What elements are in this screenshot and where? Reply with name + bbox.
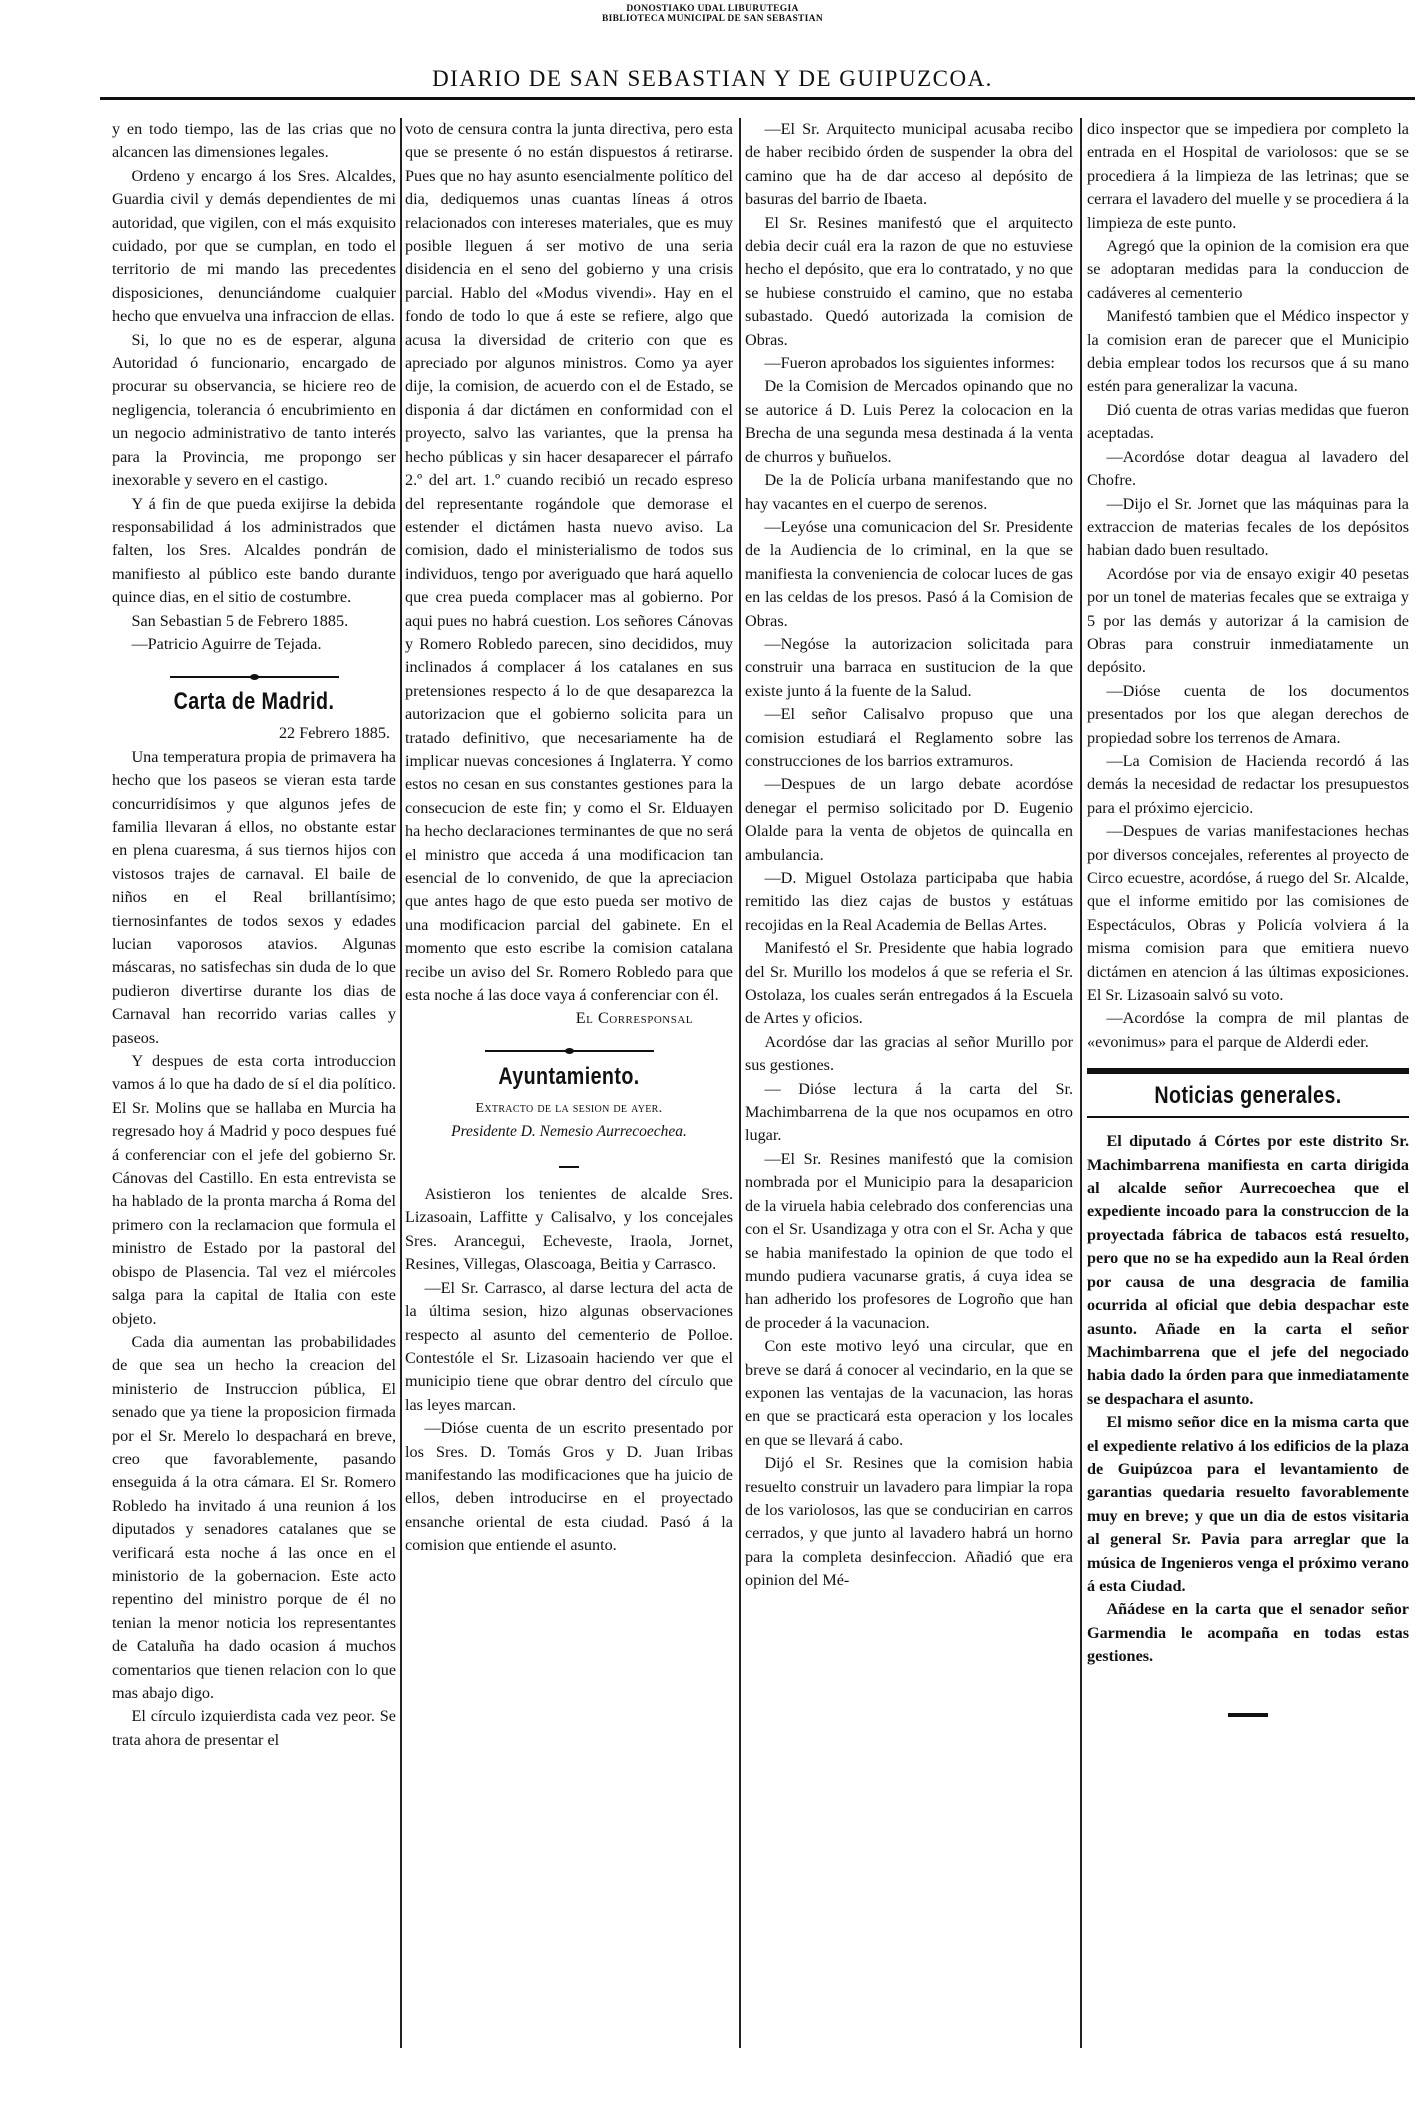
section-title-carta-de-madrid: Carta de Madrid. — [173, 688, 335, 716]
paragraph: —Acordóse la compra de mil plantas de «evonimus» para el parque de Alderdi eder. — [1087, 1009, 1409, 1051]
correspondent-signature: El Corresponsal — [575, 1009, 693, 1028]
library-name-basque: DONOSTIAKO UDAL LIBURUTEGIA — [626, 4, 799, 14]
section-title-noticias-generales: Noticias generales. — [1154, 1082, 1342, 1110]
paragraph: —La Comision de Hacienda recordó á las demás la necesidad de redactar los presupuestos para el próximo ejercicio. — [1087, 751, 1409, 817]
paragraph: —El Sr. Carrasco, al darse lectura del acta de la última sesion, hizo algunas observaciones respecto al asunto del cementerio de Polloe. Contestóle el Sr. Lizasoain haciendo ver que el municipio tiene que obrar dentro del círculo que las leyes marcan. — [405, 1278, 733, 1414]
paragraph: —El Sr. Arquitecto municipal acusaba recibo de haber recibido órden de suspender la obra del camino que ha de dar acceso al depósito de basuras del barrio de Ibaeta. — [745, 120, 1073, 209]
section-rule-thick — [1087, 1068, 1409, 1074]
section-subtitle: Extracto de la sesion de ayer. — [475, 1100, 663, 1116]
column-4 — [1087, 118, 1409, 1724]
column-2 — [405, 118, 733, 1558]
paragraph: —D. Miguel Ostolaza participaba que habia remitido las diez cajas de bustos y estátuas recojidas en la Real Academia de Bellas Artes. — [745, 869, 1073, 934]
paragraph: Manifestó el Sr. Presidente que habia logrado del Sr. Murillo los modelos á que se referia el Sr. Ostolaza, los cuales serán entregados á la Escuela de Artes y oficios. — [745, 939, 1073, 1028]
paragraph: Dió cuenta de otras varias medidas que fueron aceptadas. — [1087, 400, 1409, 443]
masthead-rule — [100, 97, 1415, 100]
bando-signature: —Patricio Aguirre de Tejada. — [131, 634, 322, 653]
paragraph: voto de censura contra la junta directiva, pero esta que se presente ó no están dispuestos á retirarse. Pues que no hay asunto esencialmente político del dia, dediquemos unas cuantas líneas á otros relacionados con intereses materiales, que es muy posible lleguen á ser motivo de una seria disidencia en el seno del gobierno y una crisis parcial. Hablo del «Modus vivendi». Hay en el fondo de todo lo que á este se refiere, algo que acusa la diversidad de criterio con que es apreciado por algunos ministros. Como ya ayer dije, la comision, de acuerdo con el de Estado, se disponia á dar dictámen en conformidad con el proyecto, salvo las variantes, que la prensa ha hecho públicas y sin hacer desaparecer el párrafo 2.º del art. 1.º cuando recibió un recado espreso del representante rogándole que demorase el estender el dictámen hasta nuevo aviso. La comision, dado el ministerialismo de todos sus individuos, tengo por averiguado que hará aquello que crea pueda complacer mas al gobierno. Por aqui pues no habrá cuestion. Los señores Cánovas y Romero Robledo parecen, sino decididos, muy inclinados á complacer á los catalanes en sus pretensiones respecto á lo de que desaparezca la autorizacion que el gobierno solicita para un tratado definitivo, que necesariamente ha de implicar nuevas concesiones á Inglaterra. Y como estos no cesan en sus constantes gestiones para la consecucion de este fin; y como el Sr. Elduayen ha hecho declaraciones terminantes de que no será el ministro que acceda á una modificacion tan esencial de lo convenido, de que la apreciacion que antes hago de que esto pueda ser motivo de una modificacion parcial del gabinete. En el momento que esto escribe la comision catalana recibe un aviso del Sr. Romero Robledo para que esta noche á las doce vaya á conferenciar con él. — [405, 120, 733, 1005]
paragraph: —Dióse cuenta de los documentos presentados por los que alegan derechos de propiedad sobre los terrenos de Amara. — [1087, 681, 1409, 747]
paragraph: Acordóse por via de ensayo exigir 40 pesetas por un tonel de materias fecales que se extraiga y 5 por las demás y autorizar á la camision de Obras para construir inmediatamente un depósito. — [1087, 564, 1409, 677]
paragraph: —Negóse la autorizacion solicitada para construir una barraca en sustitucion de la que existe junto á la fuente de la Salud. — [745, 634, 1073, 700]
paragraph: —Dijo el Sr. Jornet que las máquinas para la extraccion de materias fecales de los depósitos habian dado buen resultado. — [1087, 494, 1409, 560]
paragraph: El círculo izquierdista cada vez peor. Se trata ahora de presentar el — [112, 1707, 396, 1749]
paragraph: —Fueron aprobados los siguientes informes: — [764, 354, 1055, 373]
column-divider — [1080, 118, 1082, 2048]
paragraph: El mismo señor dice en la misma carta que el expediente relativo á los edificios de la plaza de Guipúzcoa para el levantamiento de garantias quedaria resuelto favorablemente muy en breve; y que un dia de estos visitaria al general Sr. Pavia para arreglar que la música de Ingenieros venga el próximo verano á esta Ciudad. — [1087, 1413, 1409, 1595]
paragraph: Una temperatura propia de primavera ha hecho que los paseos se vieran esta tarde concurridísimos y que algunos jefes de familia llevaran á ellos, no obstante estar en plena cuaresma, á sus tiernos hijos con vistosos trajes de carnaval. El baile de niños en el Real brillantísimo; tiernosinfantes de todos sexos y edades lucian vaporosos atavios. Algunas máscaras, no satisfechas sin duda de lo que pudieron divertirse durante los dias de Carnaval han recorrido varias calles y paseos. — [112, 747, 396, 1047]
paragraph: —Dióse cuenta de un escrito presentado por los Sres. D. Tomás Gros y D. Juan Iribas manifestando las modificaciones que ha juicio de ellos, deben introducirse en el proyectado ensanche oriental de esta ciudad. Pasó á la comision que entiende el asunto. — [405, 1419, 733, 1555]
end-divider — [1087, 1701, 1409, 1724]
paragraph: Añádese en la carta que el senador señor Garmendia le acompaña en todas estas gestiones. — [1087, 1600, 1409, 1666]
paragraph: Cada dia aumentan las probabilidades de que sea un hecho la creacion del ministerio de Instruccion pública, El senado que ya tiene la proposicion firmada por el Sr. Merelo lo despachará en breve, creo que favorablemente, pasando enseguida á la otra cámara. El Sr. Romero Robledo ha invitado á una reunion á los diputados y senadores catalanes que se verificará esta noche á las once en el ministorio de la gobernacion. Este acto repentino del ministro porque de él no tenian la menor noticia los representantes de Cataluña ha dado ocasion á muchos comentarios que tienen relacion con lo que mas abajo digo. — [112, 1332, 396, 1702]
paragraph: Si, lo que no es de esperar, alguna Autoridad ó funcionario, encargado de procurar su observancia, se hiciere reo de negligencia, tolerancia ó encubrimiento en un negocio administrativo de tanto interés para la Provincia, me propongo ser inexorable y severo en el castigo. — [112, 330, 396, 490]
column-divider — [739, 118, 741, 2048]
paragraph: dico inspector que se impediera por completo la entrada en el Hospital de variolosos: que se se procediera á la limpieza de las letrinas; que se cerrara el lavadero del muelle y se procediera á la limpieza de este punto. — [1087, 120, 1409, 232]
paragraph: Agregó que la opinion de la comision era que se adoptaran medidas para la conduccion de cadáveres al cementerio — [1087, 237, 1409, 302]
paragraph: —El señor Calisalvo propuso que una comision estudiará el Reglamento sobre las construcciones de los barrios extramuros. — [745, 705, 1073, 770]
paragraph: —Acordóse dotar deagua al lavadero del Chofre. — [1087, 447, 1409, 490]
ornament-divider — [112, 664, 396, 678]
column-1 — [112, 118, 396, 1752]
paragraph: El diputado á Córtes por este distrito Sr. Machimbarrena manifiesta en carta dirigida al alcalde señor Aurrecoechea que el expediente incoado para la construccion de la proyectada fábrica de tabacos está resuelto, pero que no se ha expedido aun la Real órden por causa de una desgracia de familia ocurrida al oficial que debia despachar este asunto. Añade en la carta el señor Machimbarrena que el jefe del negociado habia dado la órden para que inmediatamente se despachara el asunto. — [1087, 1132, 1409, 1408]
column-3 — [745, 118, 1073, 1593]
paragraph: De la Comision de Mercados opinando que no se autorice á D. Luis Perez la colocacion en la Brecha de una segunda mesa destinada á la venta de churros y buñuelos. — [745, 377, 1073, 466]
paragraph: —El Sr. Resines manifestó que la comision nombrada por el Municipio para la desaparicion de la viruela habia celebrado dos conferencias una con el Sr. Usandizaga y otra con el Sr. Acha y que se habia manifestado la opinion de que todo el mundo pudiera vacunarse gratis, á cuya idea se han adherido los profesores de Logroño que han de proceder á la vacunacion. — [745, 1149, 1073, 1332]
paragraph: Manifestó tambien que el Médico inspector y la comision eran de parecer que el Municipio debia emplear todos los recursos que á su mano estén para generalizar la vacuna. — [1087, 307, 1409, 396]
library-name-spanish: BIBLIOTECA MUNICIPAL DE SAN SEBASTIAN — [601, 14, 824, 24]
paragraph: Con este motivo leyó una circular, que en breve se dará á conocer al vecindario, en la que se exponen las ventajas de la vacunacion, las horas en que se practicará esta operacion y los locales en que se llevará á cabo. — [745, 1337, 1073, 1449]
ornament-divider — [405, 1039, 733, 1053]
short-divider — [405, 1152, 733, 1175]
paragraph: —Despues de varias manifestaciones hechas por diversos concejales, referentes al proyecto de Circo ecuestre, acordóse, á ruego del Sr. Alcalde, que el informe emitido por las comisiones de Espectáculos, Obras y Policía volviera á la misma comision para que emitiera nuevo dictámen en atencion á las últimas exposiciones. El Sr. Lizasoain salvó su voto. — [1087, 822, 1409, 1005]
session-president: Presidente D. Nemesio Aurrecoechea. — [451, 1123, 687, 1141]
newspaper-masthead: DIARIO DE SAN SEBASTIAN Y DE GUIPUZCOA. — [432, 66, 993, 91]
paragraph: —Leyóse una comunicacion del Sr. Presidente de la Audiencia de lo criminal, en la que se manifiesta la conveniencia de colocar luces de gas en las celdas de los presos. Pasó á la Comision de Obras. — [745, 517, 1073, 630]
paragraph: —Despues de un largo debate acordóse denegar el permiso solicitado por D. Eugenio Olalde para la venta de objetos de quincalla en ambulancia. — [745, 775, 1073, 864]
paragraph: De la de Policía urbana manifestando que no hay vacantes en el cuerpo de serenos. — [745, 471, 1073, 513]
paragraph: Asistieron los tenientes de alcalde Sres. Lizasoain, Laffitte y Calisalvo, y los concejales Sres. Arancegui, Echeveste, Iraola, Jornet, Resines, Villegas, Olascoaga, Beitia y Carrasco. — [405, 1185, 733, 1274]
paragraph: y en todo tiempo, las de las crias que no alcancen las dimensiones legales. — [112, 120, 396, 162]
bando-date: San Sebastian 5 de Febrero 1885. — [131, 611, 349, 630]
paragraph: — Dióse lectura á la carta del Sr. Machimbarrena de la que nos ocupamos en otro lugar. — [745, 1079, 1073, 1145]
paragraph: Ordeno y encargo á los Sres. Alcaldes, Guardia civil y demás dependientes de mi autoridad, que vigilen, con el más exquisito cuidado, por que se cumplan, en todo el territorio de mi mando las precedentes disposiciones, denunciándome cualquier hecho que envuelva una infraccion de ellas. — [112, 166, 396, 326]
library-stamp — [0, 4, 1425, 24]
paragraph: Dijó el Sr. Resines que la comision habia resuelto construir un lavadero para limpiar la ropa de los variolosos, las que se conducirian en carros cerrados, y que junto al lavadero habrá un horno para la completa desinfeccion. Añadió que era opinion del Mé- — [745, 1454, 1073, 1590]
section-title-ayuntamiento: Ayuntamiento. — [498, 1062, 640, 1090]
paragraph: Acordóse dar las gracias al señor Murillo por sus gestiones. — [745, 1032, 1073, 1075]
paragraph: Y despues de esta corta introduccion vamos á lo que ha dado de sí el dia político. El Sr. Molins que se hallaba en Murcia ha regresado hoy á Madrid y poco despues fué á conferenciar con el jefe del gobierno Sr. Cánovas del Castillo. En esta entrevista se ha hablado de la pronta marcha á Roma del primero con la reclamacion que formula el ministro de Estado por la pastoral del obispo de Plasencia. Tal vez el miércoles salga para la capital de Italia con este objeto. — [112, 1052, 396, 1328]
section-rule-thin — [1087, 1116, 1409, 1118]
paragraph: Y á fin de que pueda exijirse la debida responsabilidad á los administrados que falten, los Sres. Alcaldes pondrán de manifiesto al público este bando durante quince dias, en el sitio de costumbre. — [112, 494, 396, 607]
paragraph: El Sr. Resines manifestó que el arquitecto debia decir cuál era la razon de que no estuviese hecho el depósito, que era lo contratado, y no que se hubiese construido el camino, que no estaba subastado. Quedó autorizada la comision de Obras. — [745, 213, 1073, 349]
letter-date: 22 Febrero 1885. — [278, 724, 390, 743]
column-divider — [400, 118, 402, 2048]
